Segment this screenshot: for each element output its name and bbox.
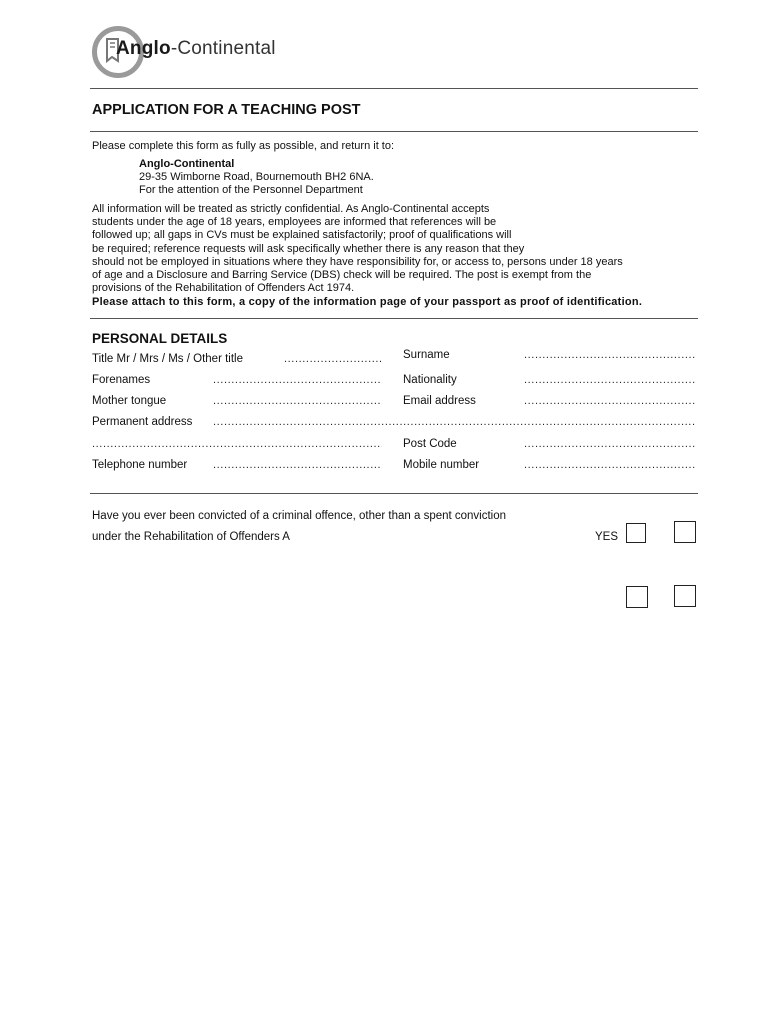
address-attention: For the attention of the Personnel Department bbox=[139, 184, 363, 196]
confidential-line: be required; reference requests will ask specifically whether there is any reason that they bbox=[92, 242, 525, 255]
conviction-question-line1: Have you ever been convicted of a criminal offence, other than a spent conviction bbox=[92, 510, 507, 522]
surname-label: Surname bbox=[403, 349, 450, 361]
confidential-paragraph bbox=[92, 203, 623, 295]
conviction-question-line2: under the Rehabilitation of Offenders A bbox=[92, 531, 290, 543]
permanent-address-field[interactable] bbox=[213, 416, 696, 428]
nationality-label: Nationality bbox=[403, 374, 457, 386]
forenames-label: Forenames bbox=[92, 374, 151, 386]
mobile-label: Mobile number bbox=[403, 459, 480, 471]
post-code-field[interactable] bbox=[524, 438, 696, 450]
permanent-address-label: Permanent address bbox=[92, 416, 193, 428]
second-no-checkbox[interactable] bbox=[674, 585, 696, 607]
address-continuation-field[interactable] bbox=[92, 438, 382, 450]
intro-text: Please complete this form as fully as possible, and return it to: bbox=[92, 140, 395, 152]
personal-details-heading: PERSONAL DETAILS bbox=[92, 331, 228, 346]
email-field[interactable] bbox=[524, 395, 696, 407]
section-rule bbox=[90, 318, 698, 319]
telephone-field[interactable] bbox=[213, 459, 382, 471]
email-label: Email address bbox=[403, 395, 476, 407]
brand-rest: -Continental bbox=[170, 38, 276, 59]
confidential-line: students under the age of 18 years, employees are informed that references will be bbox=[92, 216, 497, 229]
surname-field[interactable] bbox=[524, 349, 696, 361]
passport-note: Please attach to this form, a copy of the information page of your passport as proof of identification. bbox=[92, 296, 643, 308]
form-title: APPLICATION FOR A TEACHING POST bbox=[92, 102, 361, 118]
second-yes-checkbox[interactable] bbox=[626, 586, 648, 608]
confidential-line: All information will be treated as strictly confidential. As Anglo-Continental accepts bbox=[92, 203, 490, 215]
confidential-line: should not be employed in situations where they have responsibility for, or access to, persons under 18 years bbox=[92, 255, 623, 268]
header-rule bbox=[90, 88, 698, 89]
personal-end-rule bbox=[90, 493, 698, 494]
address-org: Anglo-Continental bbox=[139, 158, 235, 170]
telephone-label: Telephone number bbox=[92, 459, 188, 471]
confidential-line: followed up; all gaps in CVs must be explained satisfactorily; proof of qualifications will bbox=[92, 229, 512, 242]
brand-bold: Anglo bbox=[116, 38, 171, 59]
mother-tongue-field[interactable] bbox=[213, 395, 382, 407]
brand-name bbox=[116, 38, 276, 60]
title-field[interactable] bbox=[284, 353, 382, 365]
company-logo bbox=[90, 24, 330, 80]
conviction-no-checkbox[interactable] bbox=[674, 521, 696, 543]
address-street: 29-35 Wimborne Road, Bournemouth BH2 6NA. bbox=[139, 171, 374, 183]
mother-tongue-label: Mother tongue bbox=[92, 395, 167, 407]
confidential-line: of age and a Disclosure and Barring Service (DBS) check will be required. The post is exempt from the bbox=[92, 269, 592, 282]
forenames-field[interactable] bbox=[213, 374, 382, 386]
yes-label: YES bbox=[595, 531, 619, 543]
title-rule bbox=[90, 131, 698, 132]
title-label: Title Mr / Mrs / Ms / Other title bbox=[92, 353, 243, 365]
mobile-field[interactable] bbox=[524, 459, 696, 471]
post-code-label: Post Code bbox=[403, 438, 457, 450]
conviction-yes-checkbox[interactable] bbox=[626, 523, 646, 543]
nationality-field[interactable] bbox=[524, 374, 696, 386]
confidential-line: provisions of the Rehabilitation of Offenders Act 1974. bbox=[92, 282, 355, 295]
